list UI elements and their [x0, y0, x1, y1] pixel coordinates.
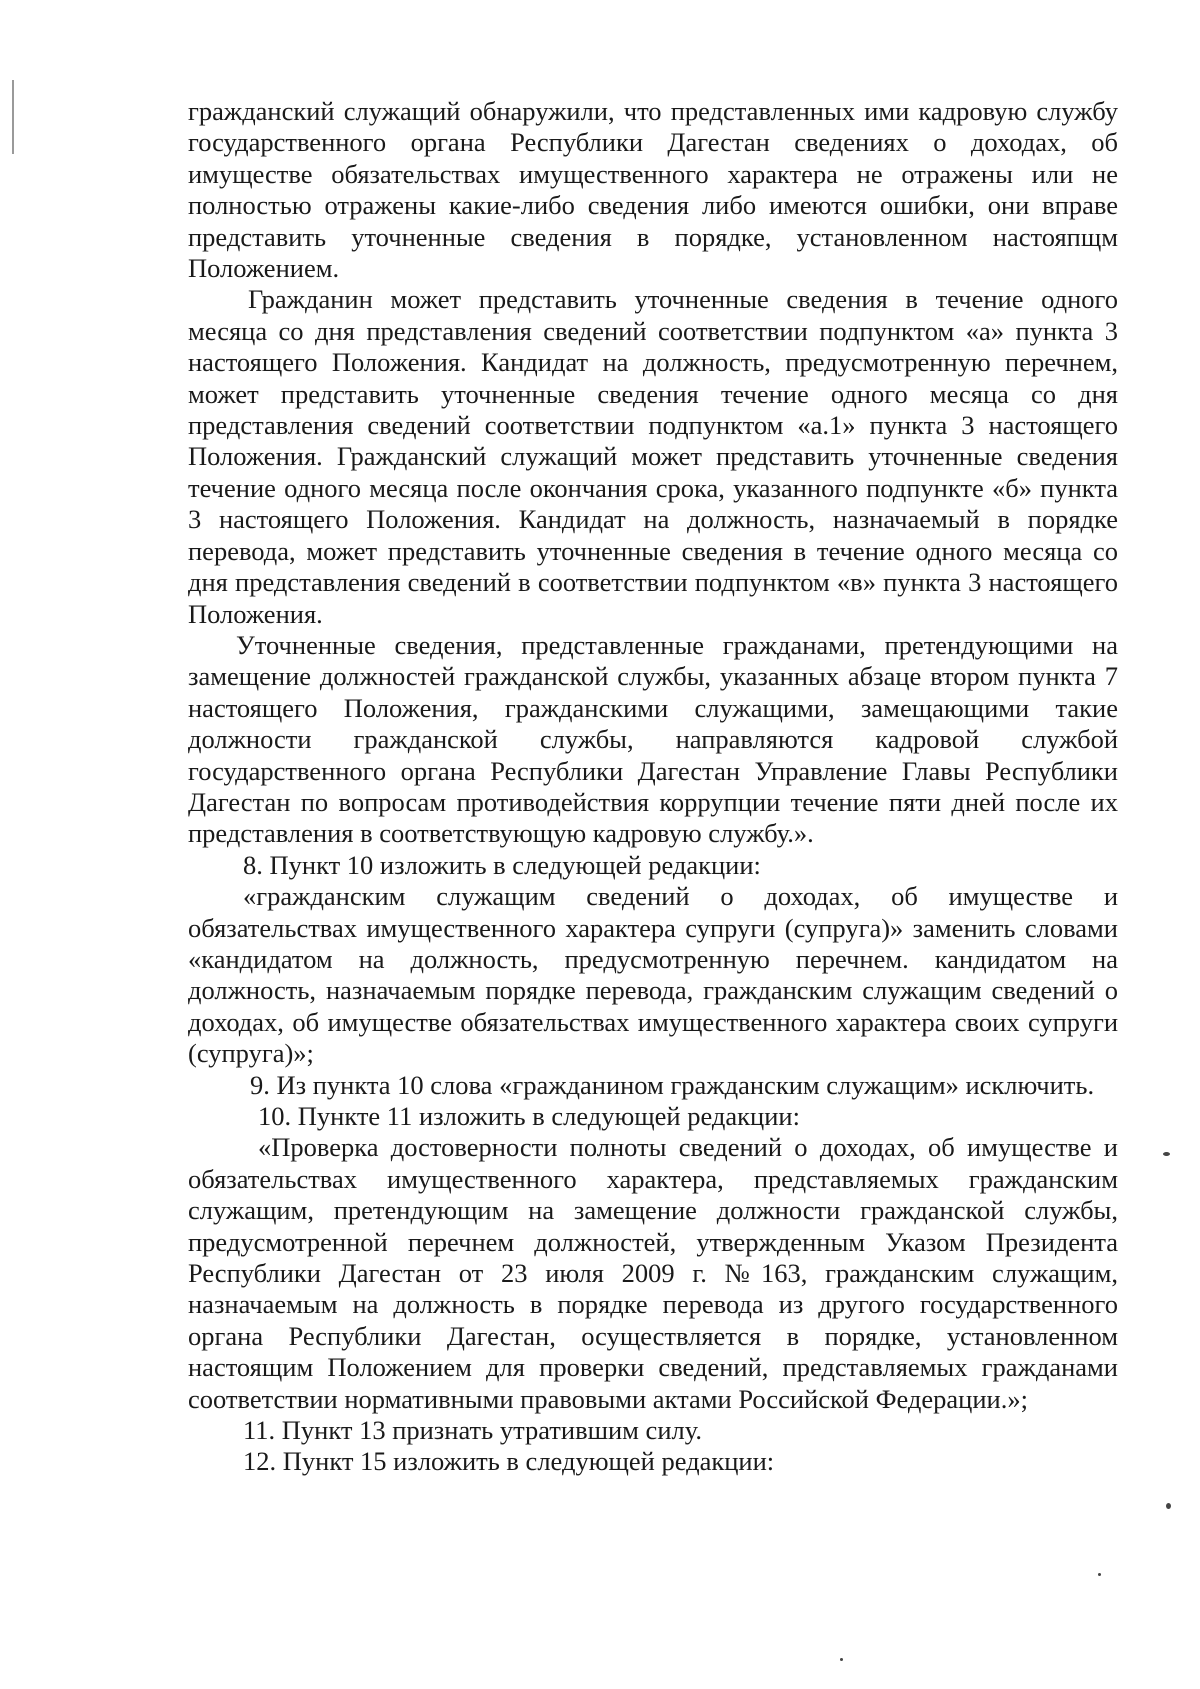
- paragraph-clarified-info-terms: Гражданин может представить уточненные сведения в течение одного месяца со дня представления сведений соответствии подпунктом «а» пункта 3 настоящего Положения. Кандидат на должность, предусмотренную перечнем, может представить уточненные сведения течение одного месяца со дня представления сведений соответствии подпунктом «а.1» пункта 3 настоящего Положения. Гражданский служащий может представить уточненные сведения течение одного месяца после окончания срока, указанного подпункте «б» пункта 3 настоящего Положения. Кандидат на должность, назначаемый в порядке перевода, может представить уточненные сведения в течение одного месяца со дня представления сведений в соответствии подпунктом «в» пункта 3 настоящего Положения.: [188, 284, 1118, 629]
- paragraph-item-10-text: «Проверка достоверности полноты сведений о доходах, об имуществе и обязательствах имущественного характера, представляемых гражданским служащим, претендующим на замещение должности гражданской службы, предусмотренной перечнем должностей, утвержденным Указом Президента Республики Дагестан от 23 июля 2009 г. №163, гражданским служащим, назначаемым на должность в порядке перевода из другого государственного органа Республики Дагестан, осуществляется в порядке, установленном настоящим Положением для проверки сведений, представляемых гражданами соответствии нормативными правовыми актами Российской Федерации.»;: [188, 1132, 1118, 1414]
- scan-speck: [840, 1658, 843, 1661]
- paragraph-item-10-heading: 10. Пункте 11 изложить в следующей редакции:: [258, 1101, 800, 1131]
- paragraph-clarified-info-forwarding: Уточненные сведения, представленные гражданами, претендующими на замещение должностей гражданской службы, указанных абзаце втором пункта 7 настоящего Положения, гражданскими служащими, замещающими такие должности гражданской службы, направляются кадровой службой государственного органа Республики Дагестан Управление Главы Республики Дагестан по вопросам противодействия коррупции течение пяти дней после их представления в соответствующую кадровую службу.».: [188, 629, 1118, 849]
- paragraph-item-11: 11. Пункт 13 признать утратившим силу.: [243, 1415, 702, 1446]
- paragraph-continuation: гражданский служащий обнаружили, что представленных ими кадровую службу государственного органа Республики Дагестан сведениях о доходах, об имуществе обязательствах имущественного характера не отражены или не полностью отражены какие-либо сведения либо имеются ошибки, они вправе представить уточненные сведения в порядке, установленном настояпщм Положением.: [188, 96, 1118, 284]
- paragraph-item-8-heading: 8. Пункт 10 изложить в следующей редакции:: [243, 849, 761, 880]
- scan-speck: [1163, 1152, 1170, 1156]
- scan-edge-mark: [12, 80, 14, 154]
- scan-speck: [1098, 1573, 1101, 1576]
- document-page: [188, 96, 1118, 1478]
- scan-speck: [1166, 1503, 1171, 1509]
- paragraph-item-12-heading: 12. Пункт 15 изложить в следующей редакции:: [243, 1446, 775, 1477]
- paragraph-item-9: 9. Из пункта 10 слова «гражданином гражданским служащим» исключить.: [250, 1069, 1095, 1100]
- paragraph-item-8-text: «гражданским служащим сведений о доходах, об имуществе и обязательствах имущественного характера супруги (супруга)» заменить словами «кандидатом на должность, предусмотренную перечнем. кандидатом на должность, назначаемым порядке перевода, гражданским служащим сведений о доходах, об имуществе обязательствах имущественного характера своих супруги (супруга)»;: [188, 881, 1118, 1069]
